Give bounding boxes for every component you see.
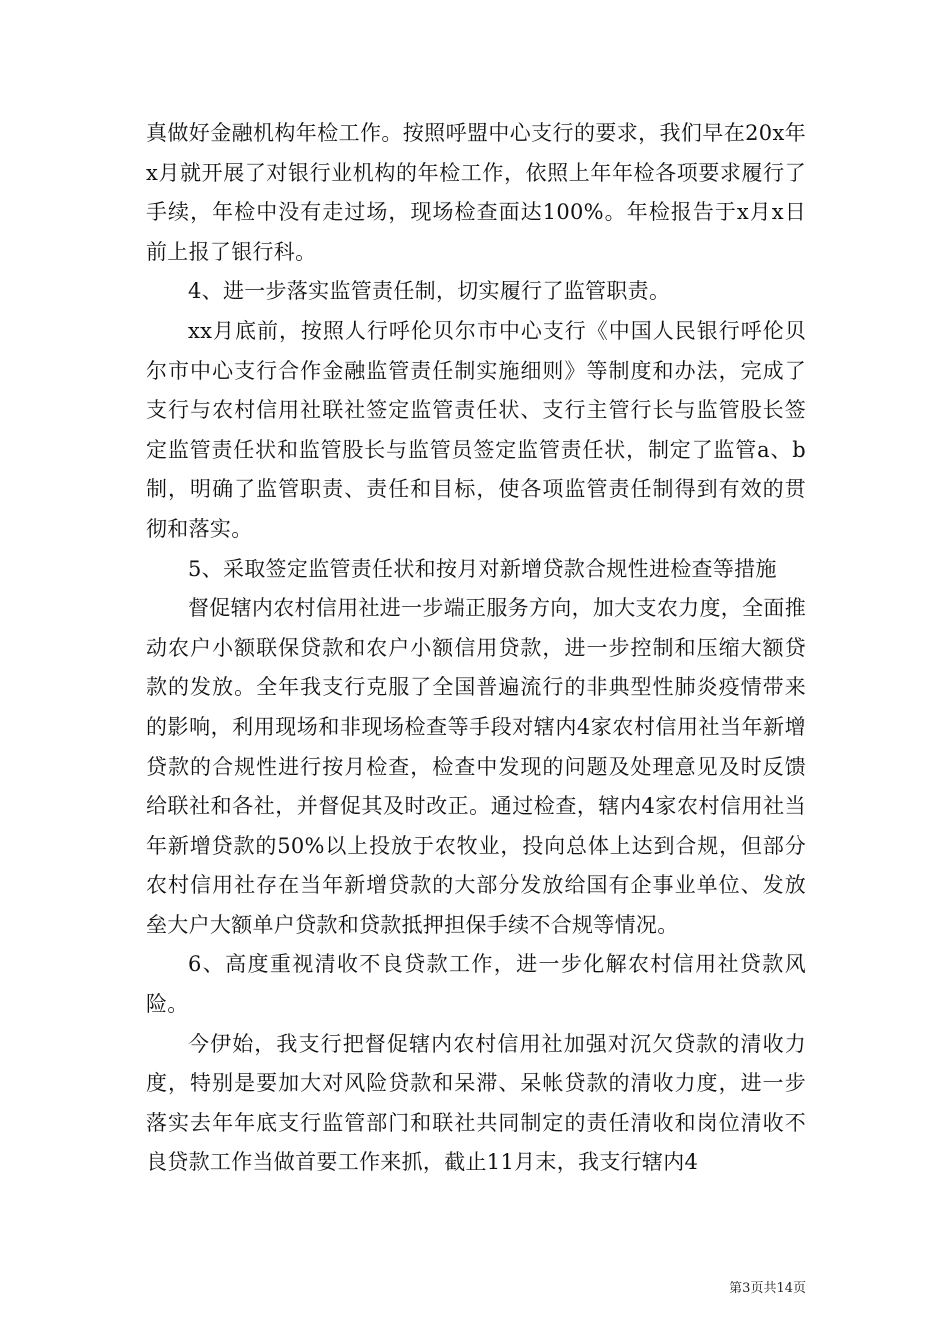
page-number: 第3页共14页 — [729, 1281, 806, 1296]
heading-item-5: 5、采取签定监管责任状和按月对新增贷款合规性进检查等措施 — [188, 556, 777, 581]
paragraph-loan-compliance: 督促辖内农村信用社进一步端正服务方向，加大支农力度，全面推动农户小额联保贷款和农户小额信用贷款，进一步控制和压缩大额贷款的发放。全年我支行克服了全国普遍流行的非典型性肺炎疫情带来的影响，利用现场和非现场检查等手段对辖内4家农村信用社当年新增贷款的合规性进行按月检查，检查中发现的问题及处理意见及时反馈给联社和各社，并督促其及时改正。通过检查，辖内4家农村信用社当年新增贷款的50%以上投放于农牧业，投向总体上达到合规，但部分农村信用社存在当年新增贷款的大部分发放给国有企事业单位、发放垒大户大额单户贷款和贷款抵押担保手续不合规等情况。 — [146, 596, 806, 937]
paragraph-annual-inspection: 真做好金融机构年检工作。按照呼盟中心支行的要求，我们早在20x年x月就开展了对银行业机构的年检工作，依照上年年检各项要求履行了手续，年检中没有走过场，现场检查面达100%。年检报告于x月x日前上报了银行科。 — [146, 121, 806, 264]
paragraph-nonperforming-loans: 今伊始，我支行把督促辖内农村信用社加强对沉欠贷款的清收力度，特别是要加大对风险贷款和呆滞、呆帐贷款的清收力度，进一步落实去年年底支行监管部门和联社共同制定的责任清收和岗位清收不良贷款工作当做首要工作来抓，截止11月末，我支行辖内4 — [146, 1031, 806, 1175]
document-body — [146, 114, 806, 1183]
heading-item-4: 4、进一步落实监管责任制，切实履行了监管职责。 — [188, 279, 671, 304]
paragraph-responsibility-system: xx月底前，按照人行呼伦贝尔市中心支行《中国人民银行呼伦贝尔市中心支行合作金融监管责任制实施细则》等制度和办法，完成了支行与农村信用社联社签定监管责任状、支行主管行长与监管股长签定监管责任状和监管股长与监管员签定监管责任状，制定了监管a、b制，明确了监管职责、责任和目标，使各项监管责任制得到有效的贯彻和落实。 — [146, 318, 806, 541]
heading-item-6: 6、高度重视清收不良贷款工作，进一步化解农村信用社贷款风险。 — [146, 952, 806, 1017]
